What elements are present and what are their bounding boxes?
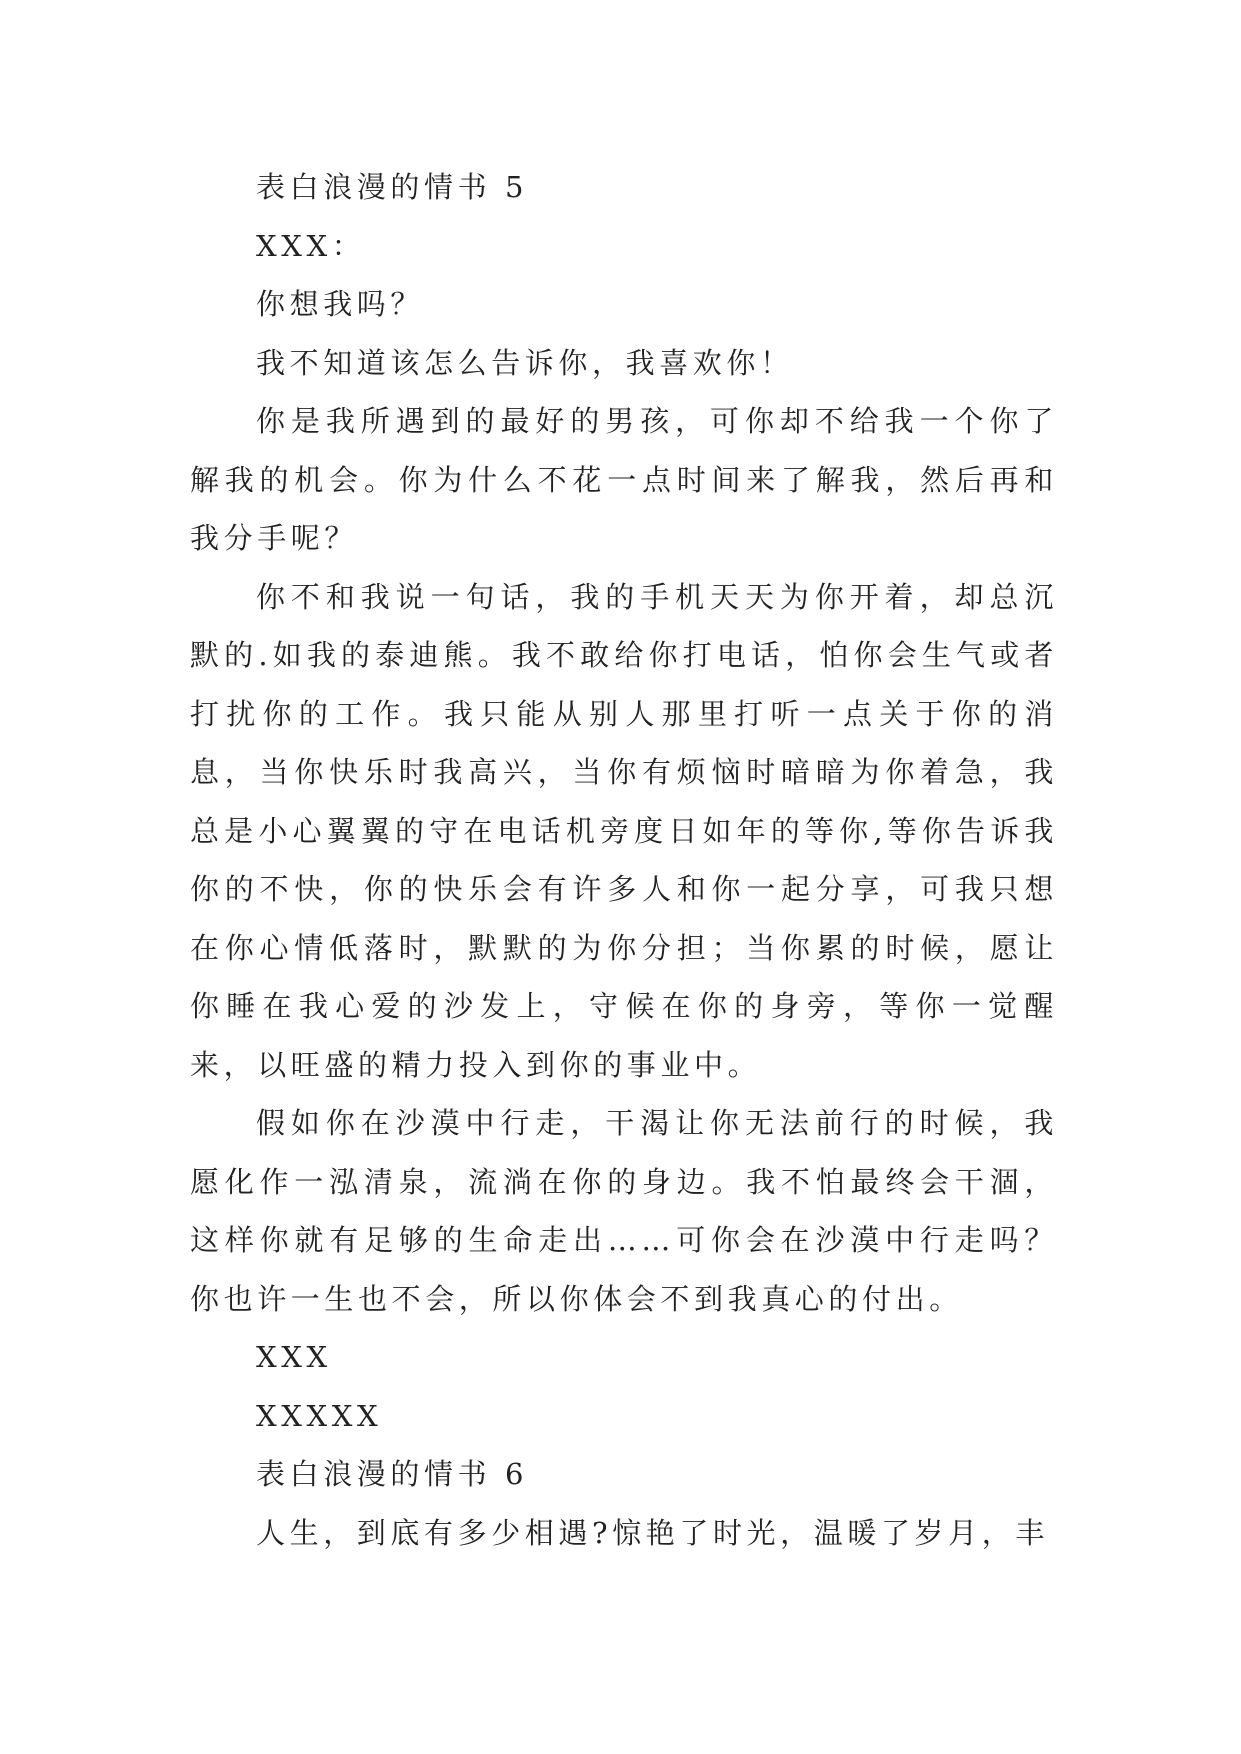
paragraph: 假如你在沙漠中行走，干渴让你无法前行的时候，我愿化作一泓清泉，流淌在你的身边。我不怕最终会干涸，这样你就有足够的生命走出……可你会在沙漠中行走吗？你也许一生也不会，所以你体会不到我真心的付出。 bbox=[190, 1106, 1058, 1316]
signature: XXX bbox=[256, 1340, 332, 1374]
document-body bbox=[190, 158, 1058, 1562]
paragraph: 人生，到底有多少相遇?惊艳了时光，温暖了岁月，丰 bbox=[256, 1515, 1049, 1550]
section-heading: 表白浪漫的情书 6 bbox=[256, 1457, 529, 1491]
paragraph: 我不知道该怎么告诉你，我喜欢你！ bbox=[256, 345, 794, 380]
salutation: XXX： bbox=[256, 228, 366, 263]
paragraph: 你是我所遇到的最好的男孩，可你却不给我一个你了解我的机会。你为什么不花一点时间来了解我，然后再和我分手呢？ bbox=[190, 404, 1058, 555]
section-heading: 表白浪漫的情书 5 bbox=[256, 170, 529, 204]
paragraph: 你不和我说一句话，我的手机天天为你开着，却总沉默的.如我的泰迪熊。我不敢给你打电话，怕你会生气或者打扰你的工作。我只能从别人那里打听一点关于你的消息，当你快乐时我高兴，当你有烦恼时暗暗为你着急，我总是小心翼翼的守在电话机旁度日如年的等你,等你告诉我你的不快，你的快乐会有许多人和你一起分享，可我只想在你心情低落时，默默的为你分担；当你累的时候，愿让你睡在我心爱的沙发上，守候在你的身旁，等你一觉醒来，以旺盛的精力投入到你的事业中。 bbox=[190, 579, 1058, 1082]
paragraph: 你想我吗？ bbox=[256, 287, 425, 321]
date-line: XXXXX bbox=[256, 1398, 383, 1433]
